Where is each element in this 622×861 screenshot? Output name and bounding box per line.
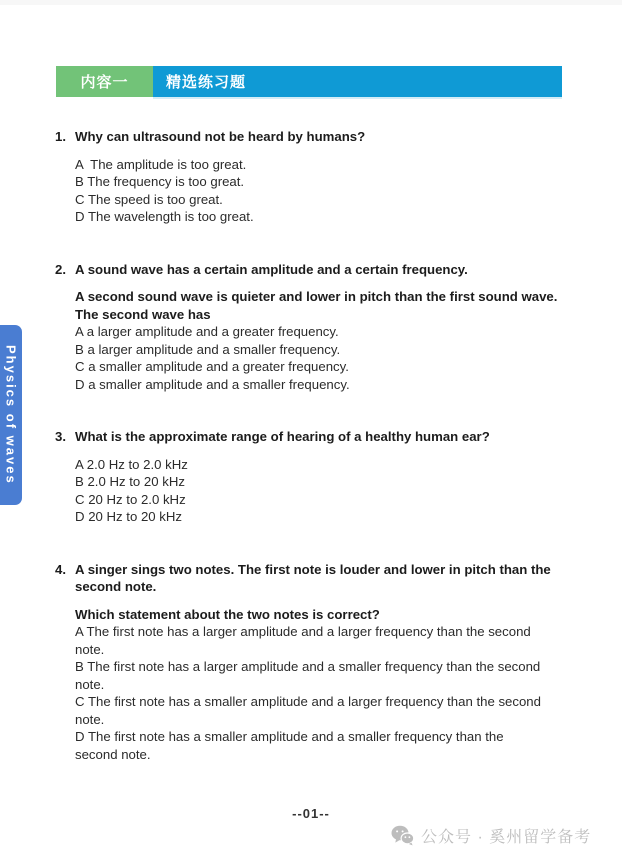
option-b: B The frequency is too great. bbox=[75, 174, 245, 189]
question-1 bbox=[55, 128, 567, 226]
section-tag: 内容一 bbox=[56, 66, 153, 97]
option-d: D 20 Hz to 20 kHz bbox=[75, 509, 183, 524]
question-body bbox=[75, 261, 567, 394]
question-prompt: A singer sings two notes. The first note is louder and lower in pitch than the second note. bbox=[75, 561, 551, 594]
question-number: 3. bbox=[55, 429, 66, 444]
option-a: A 2.0 Hz to 2.0 kHz bbox=[75, 456, 188, 472]
option-b: B a larger amplitude and a smaller frequency. bbox=[75, 341, 341, 357]
question-3 bbox=[55, 428, 567, 526]
watermark-text: 公众号 · 奚州留学备考 bbox=[421, 829, 592, 846]
options bbox=[75, 156, 567, 226]
question-sub-prompt: Which statement about the two notes is correct? bbox=[75, 606, 380, 622]
page-number: --01-- bbox=[292, 806, 330, 821]
question-prompt: What is the approximate range of hearing of a healthy human ear? bbox=[75, 429, 490, 444]
option-c: C 20 Hz to 2.0 kHz bbox=[75, 491, 186, 507]
watermark bbox=[391, 824, 591, 847]
question-number: 4. bbox=[55, 561, 66, 577]
option-c: C a smaller amplitude and a greater frequency. bbox=[75, 359, 349, 374]
option-d: D a smaller amplitude and a smaller frequency. bbox=[75, 376, 350, 392]
question-2 bbox=[55, 261, 567, 394]
question-number: 1. bbox=[55, 129, 66, 144]
option-a: A The first note has a larger amplitude and a larger frequency than the second note. bbox=[75, 624, 531, 657]
wechat-icon bbox=[391, 825, 414, 846]
chapter-side-tab-label: Physics of waves bbox=[3, 345, 19, 485]
option-c: C The first note has a smaller amplitude and a larger frequency than the second note. bbox=[75, 694, 541, 727]
question-prompt: A sound wave has a certain amplitude and a certain frequency. bbox=[75, 261, 468, 277]
option-a: A The amplitude is too great. bbox=[75, 156, 247, 172]
options bbox=[75, 323, 567, 393]
question-body bbox=[75, 128, 567, 226]
options bbox=[75, 456, 567, 526]
option-b: B 2.0 Hz to 20 kHz bbox=[75, 474, 185, 489]
option-a: A a larger amplitude and a greater frequency. bbox=[75, 324, 339, 339]
section-banner bbox=[56, 66, 562, 97]
question-sub-prompt: A second sound wave is quieter and lower in pitch than the first sound wave. The second wave has bbox=[75, 289, 558, 322]
question-4 bbox=[55, 561, 567, 764]
question-number: 2. bbox=[55, 261, 66, 277]
chapter-side-tab bbox=[0, 325, 22, 505]
option-b: B The first note has a larger amplitude and a smaller frequency than the second note. bbox=[75, 659, 541, 692]
option-d: D The first note has a smaller amplitude and a smaller frequency than the second note. bbox=[75, 729, 504, 762]
question-body bbox=[75, 428, 567, 526]
section-title: 精选练习题 bbox=[153, 66, 562, 97]
question-prompt: Why can ultrasound not be heard by humans? bbox=[75, 129, 366, 144]
question-body bbox=[75, 561, 567, 764]
options bbox=[75, 623, 567, 763]
scan-edge-strip bbox=[0, 0, 622, 5]
option-c: C The speed is too great. bbox=[75, 191, 223, 207]
option-d: D The wavelength is too great. bbox=[75, 209, 254, 224]
questions-list bbox=[55, 128, 567, 763]
